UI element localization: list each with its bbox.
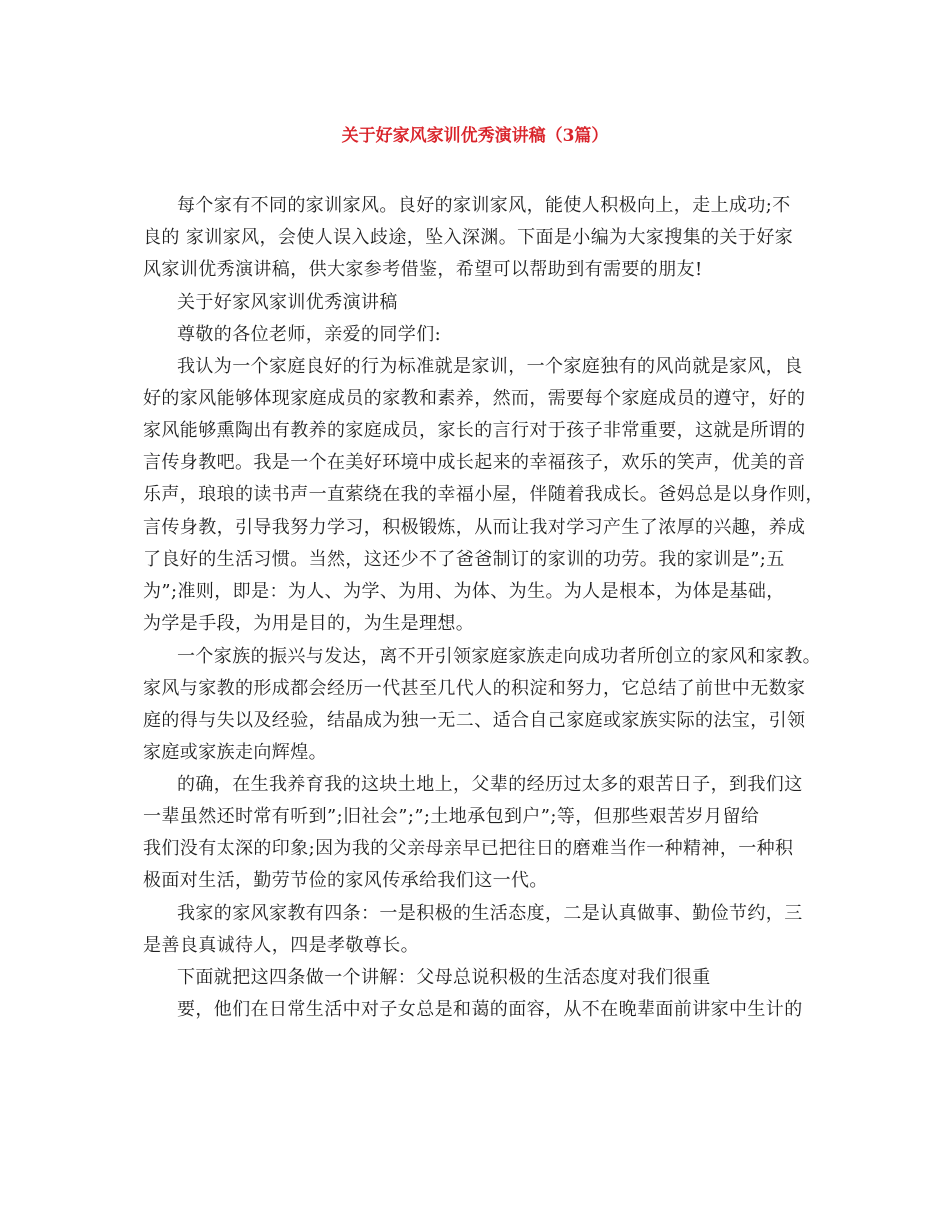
- paragraph-line: 风家训优秀演讲稿，供大家参考借鉴，希望可以帮助到有需要的朋友!: [143, 259, 703, 280]
- paragraph-line: 了良好的生活习惯。当然，这还少不了爸爸制订的家训的功劳。我的家训是”;五: [143, 549, 785, 570]
- paragraph-line: 的确，在生我养育我的这块土地上，父辈的经历过太多的艰苦日子，到我们这: [177, 774, 803, 795]
- paragraph-line: 良的 家训家风，会使人误入歧途，坠入深渊。下面是小编为大家搜集的关于好家: [143, 227, 794, 248]
- paragraph-line: 每个家有不同的家训家风。良好的家训家风，能使人积极向上，走上成功;不: [177, 195, 791, 216]
- paragraph-line: 尊敬的各位老师，亲爱的同学们:: [177, 324, 442, 345]
- paragraph-line: 我们没有太深的印象;因为我的父亲母亲早已把往日的磨难当作一种精神，一种积: [143, 838, 794, 859]
- paragraph-line: 极面对生活，勤劳节俭的家风传承给我们这一代。: [143, 870, 548, 891]
- paragraph-line: 我认为一个家庭良好的行为标准就是家训，一个家庭独有的风尚就是家风，良: [177, 356, 803, 377]
- paragraph-line: 言传身教吧。我是一个在美好环境中成长起来的幸福孩子，欢乐的笑声，优美的音: [143, 452, 806, 473]
- paragraph-line: 家庭或家族走向辉煌。: [143, 742, 327, 763]
- paragraph-line: 我家的家风家教有四条：一是积极的生活态度，二是认真做事、勤俭节约，三: [177, 903, 803, 924]
- document-title: 关于好家风家训优秀演讲稿（3篇）: [341, 126, 609, 146]
- paragraph-line: 为”;准则，即是：为人、为学、为用、为体、为生。为人是根本，为体是基础，: [143, 581, 785, 602]
- paragraph-line: 要，他们在日常生活中对子女总是和蔼的面容，从不在晚辈面前讲家中生计的: [177, 999, 803, 1020]
- paragraph-line: 家风与家教的形成都会经历一代甚至几代人的积淀和努力，它总结了前世中无数家: [143, 678, 806, 699]
- paragraph-line: 言传身教，引导我努力学习，积极锻炼，从而让我对学习产生了浓厚的兴趣，养成: [143, 517, 806, 538]
- paragraph-line: 一个家族的振兴与发达，离不开引领家庭家族走向成功者所创立的家风和家教。: [177, 646, 821, 667]
- paragraph-line: 好的家风能够体现家庭成员的家教和素养，然而，需要每个家庭成员的遵守，好的: [143, 388, 806, 409]
- paragraph-line: 庭的得与失以及经验，结晶成为独一无二、适合自己家庭或家族实际的法宝，引领: [143, 710, 806, 731]
- paragraph-line: 关于好家风家训优秀演讲稿: [177, 292, 398, 313]
- paragraph-line: 乐声，琅琅的读书声一直萦绕在我的幸福小屋，伴随着我成长。爸妈总是以身作则，: [143, 484, 824, 505]
- paragraph-line: 下面就把这四条做一个讲解：父母总说积极的生活态度对我们很重: [177, 967, 711, 988]
- paragraph-line: 是善良真诚待人，四是孝敬尊长。: [143, 935, 419, 956]
- paragraph-line: 家风能够熏陶出有教养的家庭成员，家长的言行对于孩子非常重要，这就是所谓的: [143, 420, 806, 441]
- paragraph-line: 为学是手段，为用是目的，为生是理想。: [143, 613, 475, 634]
- paragraph-line: 一辈虽然还时常有听到”;旧社会”;”;土地承包到户”;等，但那些艰苦岁月留给: [143, 806, 760, 827]
